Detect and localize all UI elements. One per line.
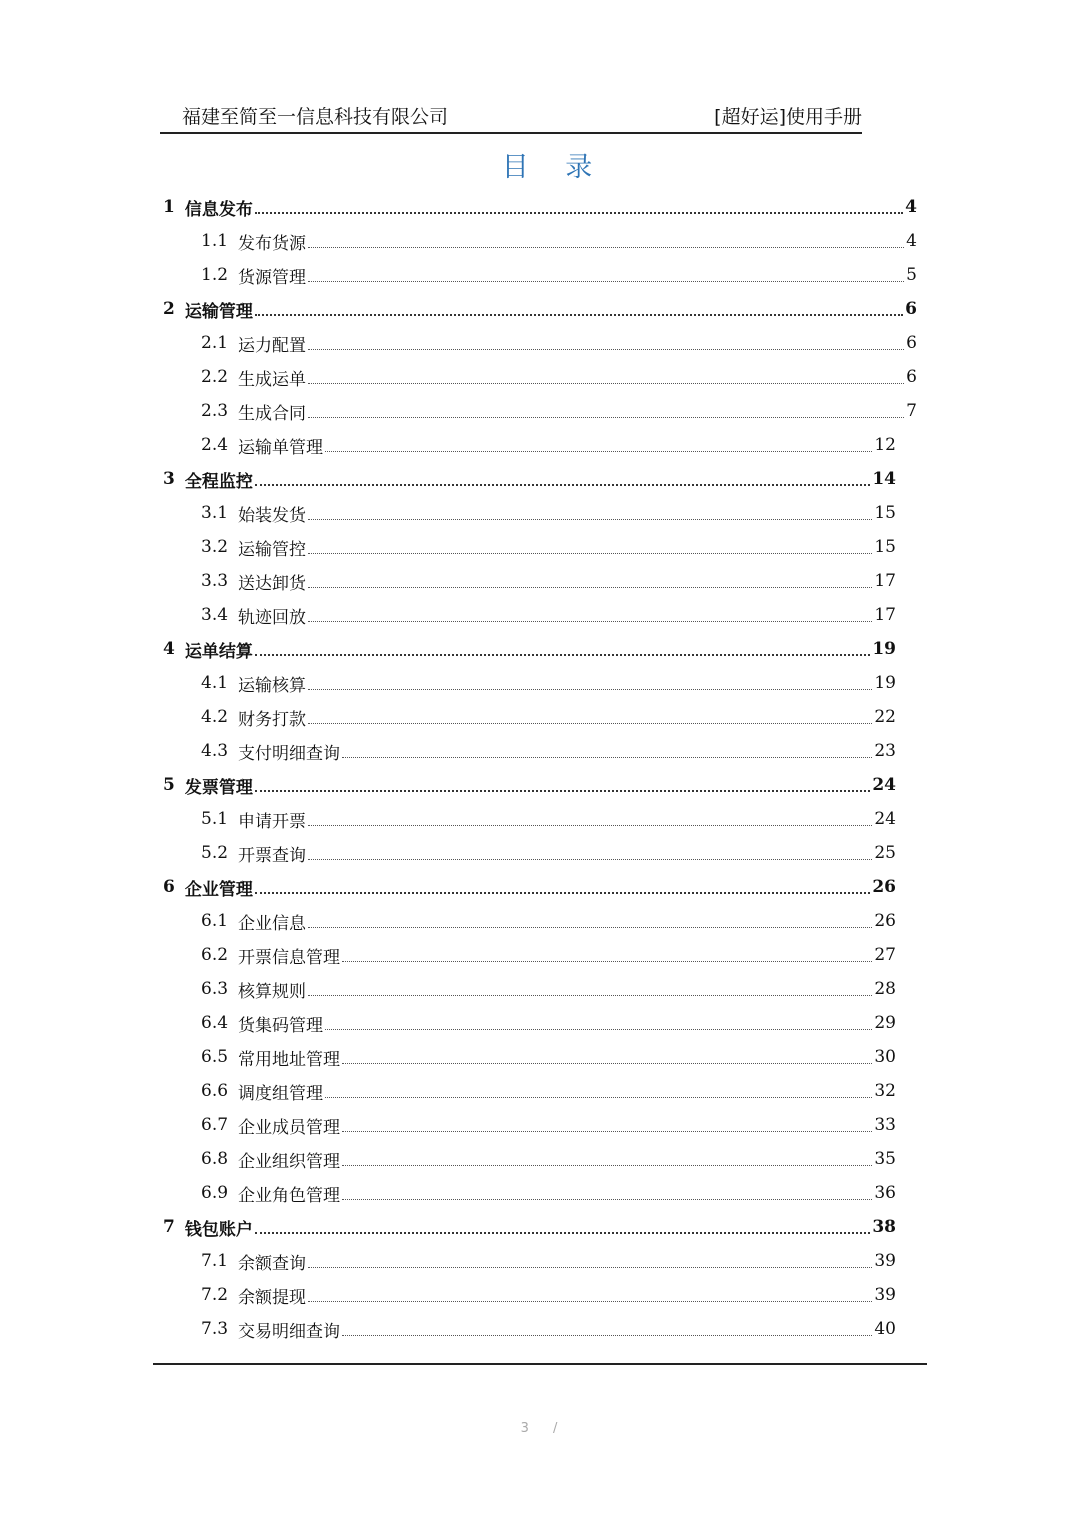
toc-leader-dots <box>342 1130 872 1132</box>
toc-entry-number: 2 <box>163 299 175 319</box>
toc-entry[interactable] <box>201 836 896 870</box>
toc-entry-page: 12 <box>874 435 896 455</box>
toc-entry-label: 企业成员管理 <box>238 1117 341 1138</box>
toc-leader-dots <box>308 688 872 690</box>
toc-entry-number: 5.1 <box>201 809 229 829</box>
toc-entry[interactable] <box>201 1040 896 1074</box>
toc-entry[interactable] <box>201 1176 896 1210</box>
toc-entry-number: 3.1 <box>201 503 229 523</box>
toc-leader-dots <box>342 1334 872 1336</box>
toc-entry[interactable] <box>163 870 896 904</box>
toc-leader-dots <box>308 1266 872 1268</box>
toc-entry-number: 7.2 <box>201 1285 229 1305</box>
toc-entry[interactable] <box>163 190 917 224</box>
toc-leader-dots <box>255 211 903 214</box>
toc-entry-label: 财务打款 <box>238 709 307 730</box>
toc-entry[interactable] <box>201 428 896 462</box>
toc-entry[interactable] <box>201 666 896 700</box>
footer-rule <box>153 1363 927 1365</box>
toc-entry-number: 5.2 <box>201 843 229 863</box>
toc-entry[interactable] <box>163 768 896 802</box>
toc-leader-dots <box>308 858 872 860</box>
toc-entry-page: 27 <box>874 945 896 965</box>
toc-entry-number: 1.1 <box>201 231 229 251</box>
toc-leader-dots <box>308 824 872 826</box>
toc-entry[interactable] <box>201 564 896 598</box>
toc-entry[interactable] <box>163 462 896 496</box>
toc-entry[interactable] <box>201 700 896 734</box>
toc-entry-page: 19 <box>872 639 896 659</box>
toc-entry-number: 3.2 <box>201 537 229 557</box>
toc-leader-dots <box>308 586 872 588</box>
toc-entry-page: 38 <box>872 1217 896 1237</box>
toc-entry-label: 全程监控 <box>184 471 253 492</box>
toc-leader-dots <box>342 960 872 962</box>
toc-entry-number: 6.7 <box>201 1115 229 1135</box>
toc-leader-dots <box>308 416 904 418</box>
toc-entry-label: 生成合同 <box>238 403 307 424</box>
page-number <box>0 1421 1080 1436</box>
toc-entry-number: 4.3 <box>201 741 229 761</box>
toc-entry-number: 6.3 <box>201 979 229 999</box>
toc-leader-dots <box>325 1096 872 1098</box>
toc-entry-page: 14 <box>872 469 896 489</box>
toc-leader-dots <box>325 450 872 452</box>
toc-entry-number: 6.2 <box>201 945 229 965</box>
toc-entry-label: 调度组管理 <box>238 1083 324 1104</box>
toc-entry-number: 4.1 <box>201 673 229 693</box>
toc-entry[interactable] <box>201 1142 896 1176</box>
toc-entry[interactable] <box>163 632 896 666</box>
toc-entry[interactable] <box>201 904 896 938</box>
header-manual-title: [超好运]使用手册 <box>714 106 862 128</box>
toc-leader-dots <box>255 891 870 894</box>
page-header <box>160 100 862 134</box>
toc-entry-page: 6 <box>906 367 917 387</box>
toc-entry-number: 2.1 <box>201 333 229 353</box>
toc-entry[interactable] <box>201 1312 896 1346</box>
toc-entry-page: 30 <box>874 1047 896 1067</box>
toc-entry-label: 开票信息管理 <box>238 947 341 968</box>
toc-entry-page: 26 <box>874 911 896 931</box>
toc-leader-dots <box>308 348 904 350</box>
toc-entry[interactable] <box>201 1006 896 1040</box>
toc-entry-page: 39 <box>874 1285 896 1305</box>
toc-leader-dots <box>308 518 872 520</box>
toc-entry-page: 28 <box>874 979 896 999</box>
page-number-slash: / <box>552 1421 560 1436</box>
toc-leader-dots <box>308 722 872 724</box>
toc-entry[interactable] <box>201 496 896 530</box>
toc-entry-label: 始装发货 <box>238 505 307 526</box>
toc-entry-number: 6.8 <box>201 1149 229 1169</box>
toc-entry-page: 19 <box>874 673 896 693</box>
toc-leader-dots <box>308 382 904 384</box>
toc-entry-label: 生成运单 <box>238 369 307 390</box>
toc-entry-number: 6.5 <box>201 1047 229 1067</box>
toc-entry-label: 运输管理 <box>184 301 253 322</box>
toc-entry-label: 企业角色管理 <box>238 1185 341 1206</box>
toc-entry-label: 支付明细查询 <box>238 743 341 764</box>
toc-entry-label: 发布货源 <box>238 233 307 254</box>
toc-entry-page: 24 <box>874 809 896 829</box>
toc-entry[interactable] <box>163 1210 896 1244</box>
toc-entry-page: 6 <box>905 299 917 319</box>
toc-entry-page: 22 <box>874 707 896 727</box>
toc-entry-label: 轨迹回放 <box>238 607 307 628</box>
toc-entry-page: 26 <box>872 877 896 897</box>
toc-leader-dots <box>342 756 872 758</box>
toc-leader-dots <box>342 1164 872 1166</box>
toc-entry-page: 33 <box>874 1115 896 1135</box>
toc-entry-label: 运单结算 <box>184 641 253 662</box>
toc-entry[interactable] <box>201 360 917 394</box>
toc-entry-label: 常用地址管理 <box>238 1049 341 1070</box>
toc-entry-page: 5 <box>906 265 917 285</box>
toc-leader-dots <box>255 483 870 486</box>
toc-entry-page: 36 <box>874 1183 896 1203</box>
toc-entry-page: 6 <box>906 333 917 353</box>
toc-entry-number: 6.6 <box>201 1081 229 1101</box>
toc-title: 目 录 <box>501 152 607 183</box>
toc-leader-dots <box>255 653 870 656</box>
toc-entry-page: 35 <box>874 1149 896 1169</box>
toc-entry-page: 23 <box>874 741 896 761</box>
toc-entry[interactable] <box>201 1074 896 1108</box>
toc-entry[interactable] <box>201 734 896 768</box>
toc-entry[interactable] <box>201 972 896 1006</box>
toc-entry-label: 运输核算 <box>238 675 307 696</box>
toc-entry[interactable] <box>201 530 896 564</box>
toc-entry-page: 40 <box>874 1319 896 1339</box>
toc-entry[interactable] <box>201 326 917 360</box>
toc-entry-page: 24 <box>872 775 896 795</box>
toc-entry-number: 3.3 <box>201 571 229 591</box>
toc-entry-page: 39 <box>874 1251 896 1271</box>
toc-entry-page: 25 <box>874 843 896 863</box>
toc-entry-label: 企业组织管理 <box>238 1151 341 1172</box>
toc-entry-page: 7 <box>906 401 917 421</box>
toc-entry-number: 6.9 <box>201 1183 229 1203</box>
toc-entry-number: 2.3 <box>201 401 229 421</box>
toc-entry-number: 4.2 <box>201 707 229 727</box>
toc-entry-label: 运输管控 <box>238 539 307 560</box>
toc-entry-label: 企业管理 <box>184 879 253 900</box>
toc-entry-number: 3 <box>163 469 175 489</box>
toc-entry-page: 15 <box>874 537 896 557</box>
toc-entry-page: 32 <box>874 1081 896 1101</box>
toc-entry-label: 开票查询 <box>238 845 307 866</box>
toc-entry-page: 15 <box>874 503 896 523</box>
toc-entry[interactable] <box>201 394 917 428</box>
toc-leader-dots <box>255 313 903 316</box>
toc-entry-label: 钱包账户 <box>184 1219 253 1240</box>
toc-entry[interactable] <box>201 1278 896 1312</box>
toc-entry-number: 1 <box>163 197 175 217</box>
toc-entry-page: 4 <box>905 197 917 217</box>
toc-entry-number: 3.4 <box>201 605 229 625</box>
toc-leader-dots <box>255 789 870 792</box>
toc-leader-dots <box>342 1062 872 1064</box>
header-company: 福建至简至一信息科技有限公司 <box>182 106 449 128</box>
toc-entry-label: 企业信息 <box>238 913 307 934</box>
toc-entry-number: 2.4 <box>201 435 229 455</box>
toc-entry-label: 发票管理 <box>184 777 253 798</box>
toc-entry[interactable] <box>201 802 896 836</box>
toc-entry-label: 货集码管理 <box>238 1015 324 1036</box>
toc-entry-label: 交易明细查询 <box>238 1321 341 1342</box>
toc-entry-page: 17 <box>874 605 896 625</box>
toc-leader-dots <box>308 1300 872 1302</box>
toc-entry-number: 2.2 <box>201 367 229 387</box>
toc-entry-number: 5 <box>163 775 175 795</box>
toc-entry-label: 核算规则 <box>238 981 307 1002</box>
toc-entry-number: 7 <box>163 1217 175 1237</box>
toc-leader-dots <box>325 1028 872 1030</box>
toc-entry-label: 送达卸货 <box>238 573 307 594</box>
toc-leader-dots <box>308 552 872 554</box>
toc-entry[interactable] <box>201 598 896 632</box>
toc-entry-page: 4 <box>906 231 917 251</box>
toc-entry-label: 信息发布 <box>184 199 253 220</box>
toc-entry-number: 1.2 <box>201 265 229 285</box>
toc-leader-dots <box>342 1198 872 1200</box>
toc-entry[interactable] <box>201 938 896 972</box>
toc-leader-dots <box>308 926 872 928</box>
toc-entry-page: 29 <box>874 1013 896 1033</box>
toc-entry-label: 余额提现 <box>238 1287 307 1308</box>
toc-entry-label: 余额查询 <box>238 1253 307 1274</box>
toc-entry-label: 申请开票 <box>238 811 307 832</box>
toc-leader-dots <box>308 620 872 622</box>
toc-entry-number: 6.1 <box>201 911 229 931</box>
toc-entry-number: 4 <box>163 639 175 659</box>
toc-entry-label: 运输单管理 <box>238 437 324 458</box>
toc-entry[interactable] <box>163 292 917 326</box>
toc-entry[interactable] <box>201 1108 896 1142</box>
toc-entry-number: 6 <box>163 877 175 897</box>
toc-entry-number: 6.4 <box>201 1013 229 1033</box>
toc-entry[interactable] <box>201 224 917 258</box>
toc-leader-dots <box>308 280 904 282</box>
toc-leader-dots <box>308 994 872 996</box>
toc-entry-page: 17 <box>874 571 896 591</box>
toc-entry[interactable] <box>201 1244 896 1278</box>
toc-leader-dots <box>308 246 904 248</box>
toc-entry-label: 货源管理 <box>238 267 307 288</box>
page-number-value: 3 <box>520 1421 531 1436</box>
toc-entry-number: 7.1 <box>201 1251 229 1271</box>
toc-entry-label: 运力配置 <box>238 335 307 356</box>
toc-entry[interactable] <box>201 258 917 292</box>
toc-entry-number: 7.3 <box>201 1319 229 1339</box>
toc-leader-dots <box>255 1231 870 1234</box>
